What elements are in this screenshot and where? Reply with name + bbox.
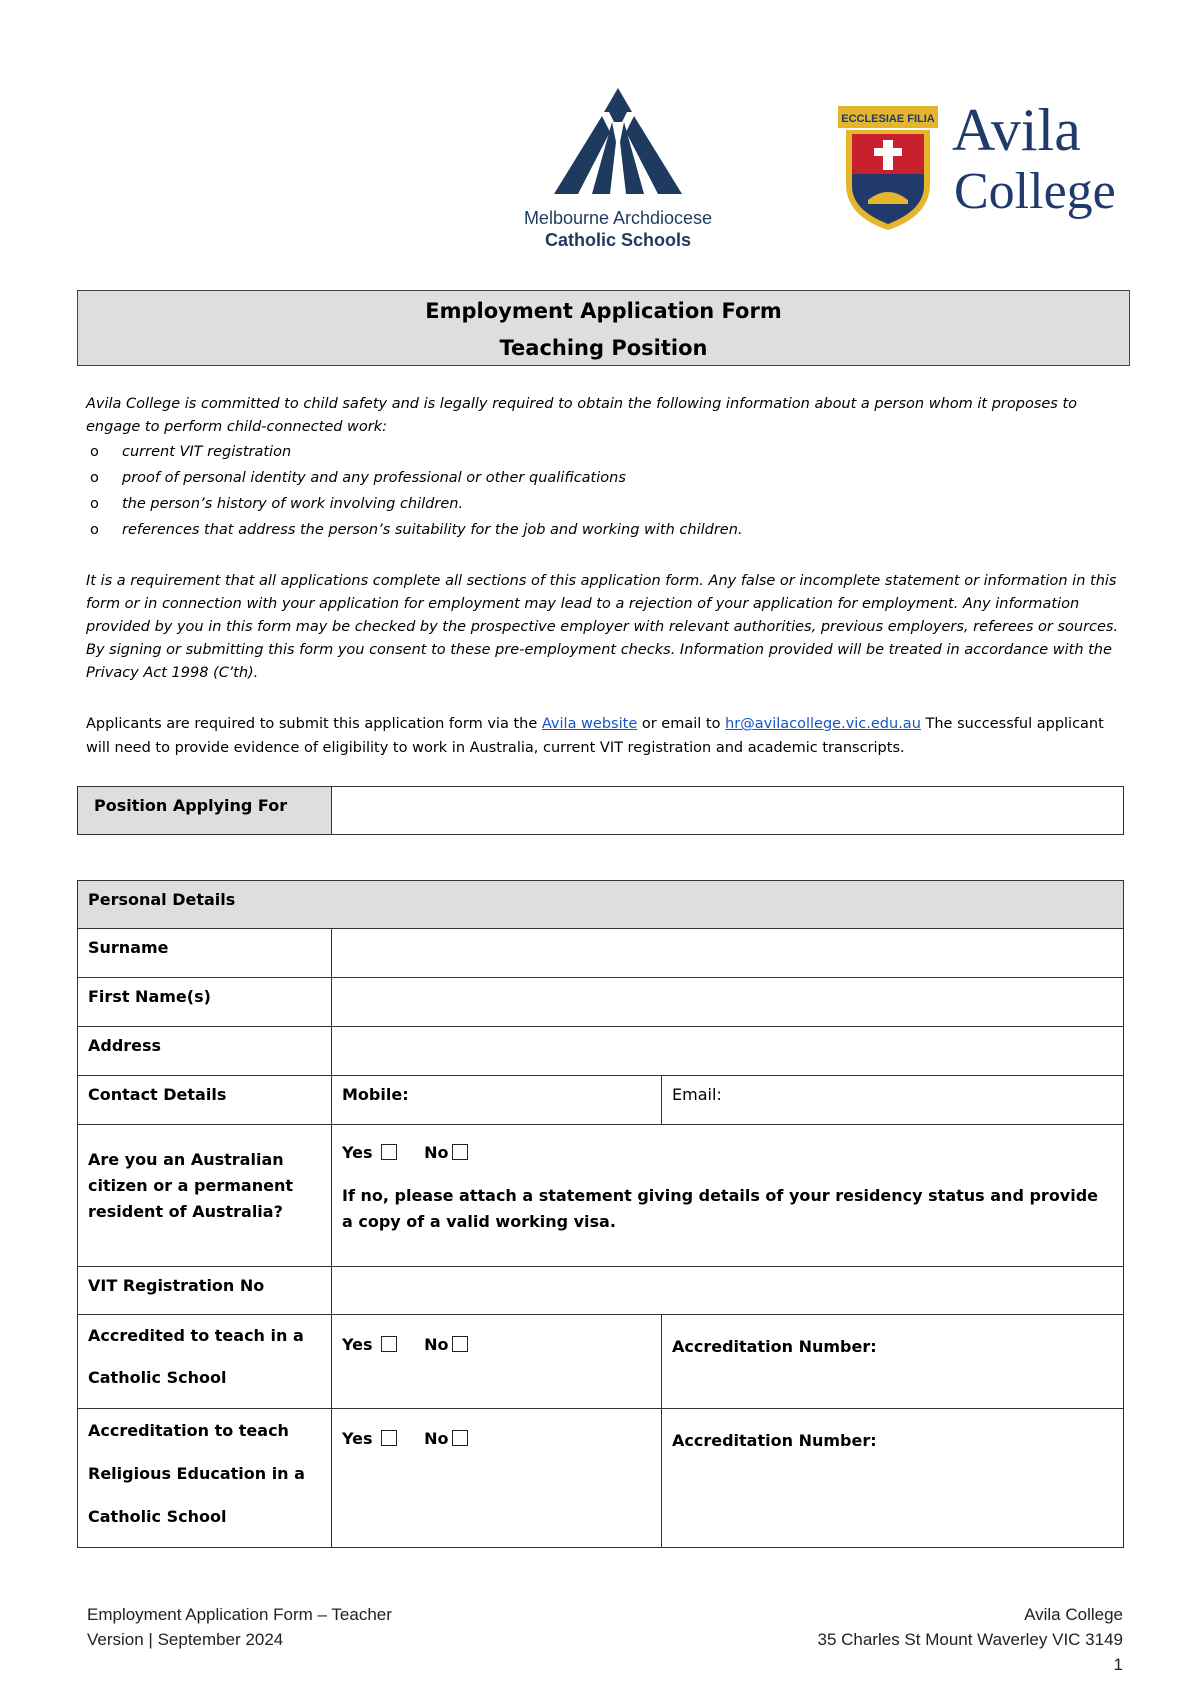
accredited-options — [332, 1315, 661, 1363]
position-table — [77, 786, 1124, 835]
mac-logo — [498, 82, 738, 254]
accredited-re-label: Accreditation to teach Religious Education in a Catholic School — [88, 1421, 305, 1526]
citizen-label-cell — [78, 1125, 332, 1267]
list-item-text: current VIT registration — [122, 444, 292, 460]
address-label-cell — [78, 1027, 332, 1076]
address-input[interactable] — [332, 1027, 1124, 1076]
hr-email-link[interactable]: hr@avilacollege.vic.edu.au — [725, 716, 921, 732]
form-title-box — [77, 290, 1130, 366]
accredited-label: Accredited to teach in a Catholic School — [88, 1326, 304, 1387]
avila-logo — [832, 97, 1122, 235]
list-item — [86, 493, 1126, 519]
intro-text: Avila College is committed to child safety and is legally required to obtain the following information about a person whom it proposes to engage to perform child-connected work: — [86, 396, 1078, 435]
citizen-answer-cell — [332, 1125, 1124, 1267]
form-title: Employment Application Form — [425, 299, 782, 323]
accredited-re-yes-label: Yes — [342, 1429, 373, 1448]
list-item — [86, 467, 1126, 493]
accredited-yes-checkbox[interactable] — [381, 1336, 397, 1352]
form-subtitle: Teaching Position — [499, 336, 708, 360]
mobile-input[interactable] — [332, 1076, 662, 1125]
email-label: Email: — [672, 1085, 722, 1104]
vit-label: VIT Registration No — [88, 1276, 265, 1295]
vit-label-cell — [78, 1267, 332, 1315]
page-number: 1 — [1113, 1655, 1123, 1674]
avila-wordmark-2: College — [954, 163, 1116, 220]
accredited-re-options-cell — [332, 1409, 662, 1548]
personal-details-header — [78, 881, 1124, 929]
list-item-text: proof of personal identity and any professional or other qualifications — [122, 470, 626, 486]
bullet-icon: o — [90, 496, 99, 512]
accredited-no-checkbox[interactable] — [452, 1336, 468, 1352]
avila-wordmark-1: Avila — [952, 97, 1081, 163]
accreditation-number-input[interactable] — [662, 1315, 1124, 1409]
mobile-label: Mobile: — [342, 1085, 409, 1104]
surname-label-cell — [78, 929, 332, 978]
accredited-re-no-checkbox[interactable] — [452, 1430, 468, 1446]
footer-version: Version | September 2024 — [87, 1630, 284, 1649]
apply-text-post: The successful applicant will need to provide evidence of eligibility to work in Australia, current VIT registration and academic transcripts. — [86, 716, 1104, 756]
accredited-options-cell — [332, 1315, 662, 1409]
accredited-re-no-label: No — [424, 1429, 449, 1448]
citizen-no-label: No — [424, 1143, 449, 1162]
personal-details-table — [77, 880, 1124, 1548]
footer-form-name: Employment Application Form – Teacher — [87, 1605, 392, 1624]
position-label: Position Applying For — [94, 796, 288, 815]
list-item — [86, 441, 1126, 467]
address-label: Address — [88, 1036, 162, 1055]
accreditation-re-number-label: Accreditation Number: — [672, 1431, 877, 1450]
list-item-text: the person’s history of work involving children. — [122, 496, 464, 512]
crest-motto: ECCLESIAE FILIA — [841, 113, 935, 125]
bullet-icon: o — [90, 470, 99, 486]
mac-name-line1: Melbourne Archdiocese — [523, 208, 713, 228]
first-names-label-cell — [78, 978, 332, 1027]
list-item — [86, 519, 1126, 545]
child-safety-intro — [86, 393, 1126, 545]
requirement-paragraph: It is a requirement that all applications complete all sections of this application form. Any false or incomplete statement or information in this form or in connection with your application for employment may lead to a rejection of your application for employment. Any information provided by you in this form may be checked by the prospective employer with relevant authorities, previous employers, referees or sources. By signing or submitting this form you consent to these pre-employment checks. Information provided will be treated in accordance with the Privacy Act 1998 (C’th). — [86, 573, 1119, 681]
footer-left — [87, 1602, 392, 1652]
citizen-no-checkbox[interactable] — [452, 1144, 468, 1160]
footer-right — [817, 1602, 1123, 1677]
mac-emblem-icon — [498, 82, 738, 202]
citizen-yes-checkbox[interactable] — [381, 1144, 397, 1160]
accredited-yes-label: Yes — [342, 1335, 373, 1354]
position-label-cell — [78, 787, 332, 835]
footer-address: 35 Charles St Mount Waverley VIC 3149 — [817, 1630, 1123, 1649]
citizen-note: If no, please attach a statement giving details of your residency status and provide a copy of a valid working visa. — [342, 1186, 1099, 1231]
first-names-label: First Name(s) — [88, 987, 211, 1006]
accreditation-number-label: Accreditation Number: — [672, 1337, 877, 1356]
citizen-question: Are you an Australian citizen or a permanent resident of Australia? — [88, 1150, 293, 1221]
first-names-input[interactable] — [332, 978, 1124, 1027]
accredited-no-label: No — [424, 1335, 449, 1354]
list-item-text: references that address the person’s suitability for the job and working with children. — [122, 522, 743, 538]
vit-input[interactable] — [332, 1267, 1124, 1315]
footer-college: Avila College — [1024, 1605, 1123, 1624]
surname-input[interactable] — [332, 929, 1124, 978]
contact-label-cell — [78, 1076, 332, 1125]
accredited-re-label-cell — [78, 1409, 332, 1548]
position-input[interactable] — [332, 787, 1124, 835]
bullet-icon: o — [90, 444, 99, 460]
personal-details-heading: Personal Details — [88, 890, 236, 909]
citizen-options — [332, 1125, 1123, 1171]
mac-name-line2: Catholic Schools — [544, 230, 692, 250]
position-value — [332, 787, 1123, 805]
citizen-yes-label: Yes — [342, 1143, 373, 1162]
accredited-re-options — [332, 1409, 661, 1457]
apply-text-pre: Applicants are required to submit this application form via the — [86, 716, 542, 732]
accredited-label-cell — [78, 1315, 332, 1409]
accredited-re-yes-checkbox[interactable] — [381, 1430, 397, 1446]
accreditation-re-number-input[interactable] — [662, 1409, 1124, 1548]
contact-details-label: Contact Details — [88, 1085, 227, 1104]
surname-label: Surname — [88, 938, 169, 957]
bullet-icon: o — [90, 522, 99, 538]
submission-paragraph — [86, 712, 1126, 760]
email-input[interactable] — [662, 1076, 1124, 1125]
apply-text-mid: or email to — [637, 716, 726, 732]
avila-crest-icon — [832, 104, 944, 234]
avila-website-link[interactable]: Avila website — [541, 716, 638, 732]
required-info-list — [86, 441, 1126, 545]
